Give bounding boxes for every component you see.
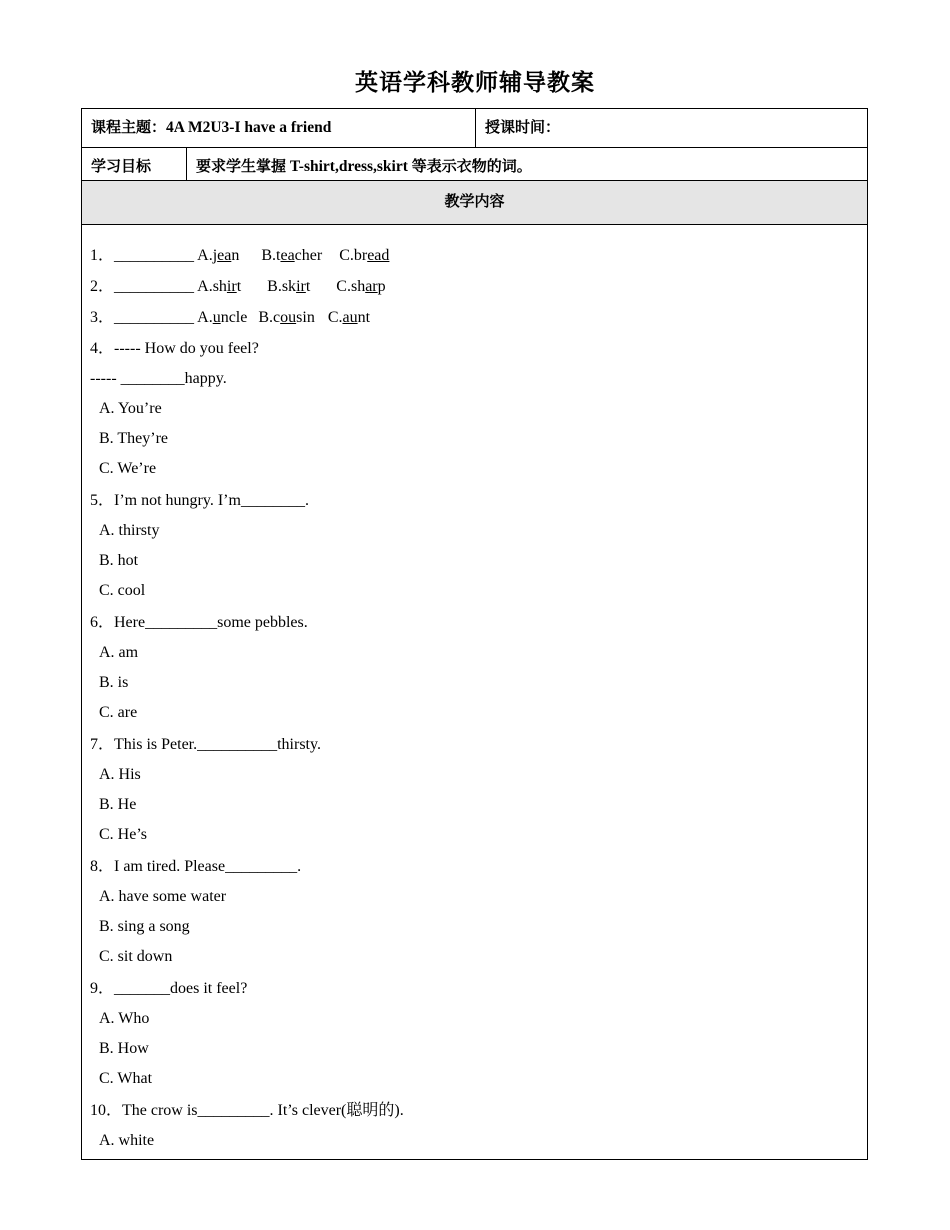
answer-option: A. You’re: [99, 400, 162, 417]
answer-option: C. cool: [99, 582, 146, 599]
question-text: 7．This is Peter.__________thirsty.: [90, 736, 321, 753]
answer-option: B. How: [99, 1040, 149, 1057]
answer-option: A. Who: [99, 1010, 150, 1027]
phonics-item: 1．__________ A.jean B.teacher C.bread: [90, 247, 390, 264]
content-label: 教学内容: [444, 192, 505, 210]
header-row-goal: [82, 148, 867, 181]
phonics-item: 2．__________ A.shirt B.skirt C.sharp: [90, 278, 386, 295]
answer-option: A. white: [99, 1132, 155, 1149]
answer-option: A. have some water: [99, 888, 227, 905]
answer-option: B. sing a song: [99, 918, 190, 935]
page-title: 英语学科教师辅导教案: [355, 70, 595, 96]
topic-label: 课程主题：: [91, 118, 167, 136]
answer-option: B. He: [99, 796, 137, 813]
phonics-item: 3．__________ A.uncle B.cousin C.aunt: [90, 309, 371, 326]
goal-label-cell: [82, 148, 187, 180]
answer-option: B. They’re: [99, 430, 169, 447]
answer-option: A. am: [99, 644, 139, 661]
topic-cell: [82, 109, 476, 147]
time-label: 授课时间：: [485, 118, 561, 136]
answer-option: C. He’s: [99, 826, 147, 843]
answer-option: C. We’re: [99, 460, 157, 477]
answer-option: C. What: [99, 1070, 153, 1087]
content-header-row: [82, 181, 867, 225]
question-text: 9．_______does it feel?: [90, 980, 248, 997]
answer-option: C. sit down: [99, 948, 173, 965]
question-text: 4．----- How do you feel?: [90, 340, 259, 357]
answer-option: C. are: [99, 704, 138, 721]
question-text: 5．I’m not hungry. I’m________.: [90, 492, 309, 509]
goal-pre: 要求学生掌握: [196, 157, 287, 175]
goal-words: T-shirt,dress,skirt: [289, 158, 408, 175]
goal-label: 学习目标: [91, 157, 152, 175]
topic-value: 4A M2U3-I have a friend: [166, 119, 332, 136]
answer-option: A. His: [99, 766, 141, 783]
header-row-topic: [82, 109, 867, 148]
time-cell: [476, 109, 867, 147]
lesson-plan-table: [81, 108, 868, 1160]
question-text: 6．Here_________some pebbles.: [90, 614, 308, 631]
answer-option: B. is: [99, 674, 129, 691]
goal-post: 等表示衣物的词。: [411, 157, 532, 175]
goal-value-cell: [187, 148, 867, 180]
question-text: 10．The crow is_________. It’s clever(聪明的).: [90, 1102, 404, 1119]
answer-option: A. thirsty: [99, 522, 160, 539]
answer-option: B. hot: [99, 552, 139, 569]
question-text: 8．I am tired. Please_________.: [90, 858, 302, 875]
question-text-line2: ----- ________happy.: [90, 370, 227, 387]
